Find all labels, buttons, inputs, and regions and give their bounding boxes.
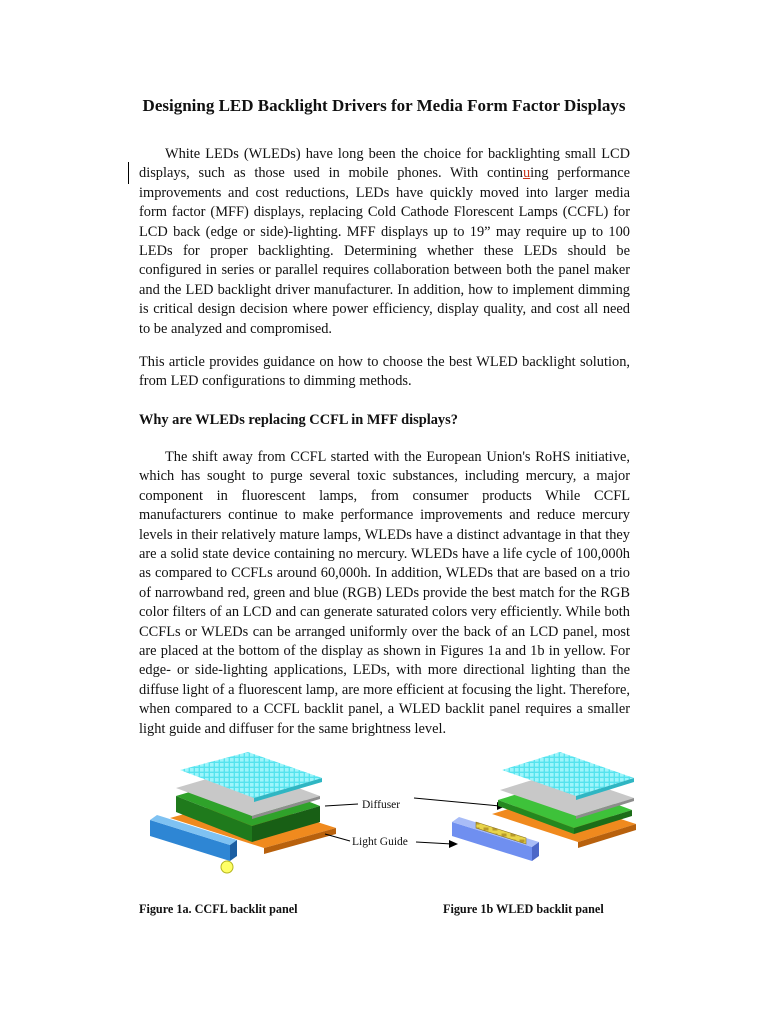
intro-paragraph [139,145,630,339]
figure-1a-caption: Figure 1a. CCFL backlit panel [139,902,298,916]
light-guide-pointer-left [325,834,350,841]
document-title: Designing LED Backlight Drivers for Media Form Factor Displays [142,96,626,115]
intro-text-part2: ing performance improvements and cost reductions, LEDs have quickly moved into larger media form factor (MFF) displays, replacing Cold Cathode Florescent Lamps (CCFL) for LCD back (edge or side)-lighting. MFF displays up to 19” may require up to 100 LEDs for proper backlighting. Determining whether these LEDs should be configured in series or parallel requires collaboration between both the panel maker and the LED backlight driver manufacturer. In addition, how to implement dimming is critical design decision where power efficiency, display quality, and cost all need to be analyzed and compromised. [139,165,630,337]
light-guide-label: Light Guide [352,836,408,848]
guidance-paragraph: This article provides guidance on how to choose the best WLED backlight solution, from LED configurations to dimming methods. [139,354,630,390]
intro-text-part1: White LEDs (WLEDs) have long been the choice for backlighting small LCD displays, such as those used in mobile phones. With contin [139,146,630,182]
figure-backlight-panels [140,748,640,883]
figure-1b-caption: Figure 1b WLED backlit panel [443,902,604,916]
diffuser-label: Diffuser [362,799,401,811]
light-guide-arrowhead [449,840,458,848]
diffuser-pointer-left [325,804,358,806]
ccfl-lamp [221,861,233,873]
tracked-insertion: u [522,165,531,182]
light-guide-arrow-right [416,842,452,844]
body-paragraph: The shift away from CCFL started with the European Union's RoHS initiative, which has sought to purge several toxic substances, including mercury, a major component in fluorescent lamps, from consumer products While CCFL manufacturers continue to make performance improvements and reduce mercury levels in their relatively mature lamps, WLEDs have a distinct advantage in that they are a solid state device containing no mercury. WLEDs have a life cycle of 100,000h as compared to CCFLs around 60,000h. In addition, WLEDs that are based on a trio of narrowband red, green and blue (RGB) LEDs provide the best match for the RGB color filters of an LCD and can generate saturated colors very efficiently. While both CCFLs or WLEDs can be arranged uniformly over the back of an LCD panel, most are placed at the bottom of the display as shown in Figures 1a and 1b in yellow. For edge- or side-lighting applications, LEDs, with more directional lighting than the diffuse light of a fluorescent lamp, are more efficient at focusing the light. Therefore, when compared to a CCFL backlit panel, a WLED backlit panel requires a smaller light guide and diffuser for the same brightness level. [139,449,630,737]
ccfl-panel-diagram [150,752,336,873]
diffuser-arrow-right [414,798,500,806]
section-heading: Why are WLEDs replacing CCFL in MFF displays? [139,412,458,428]
revision-change-bar [128,162,129,184]
wled-panel-diagram [452,752,636,861]
figure-illustration [140,748,640,883]
